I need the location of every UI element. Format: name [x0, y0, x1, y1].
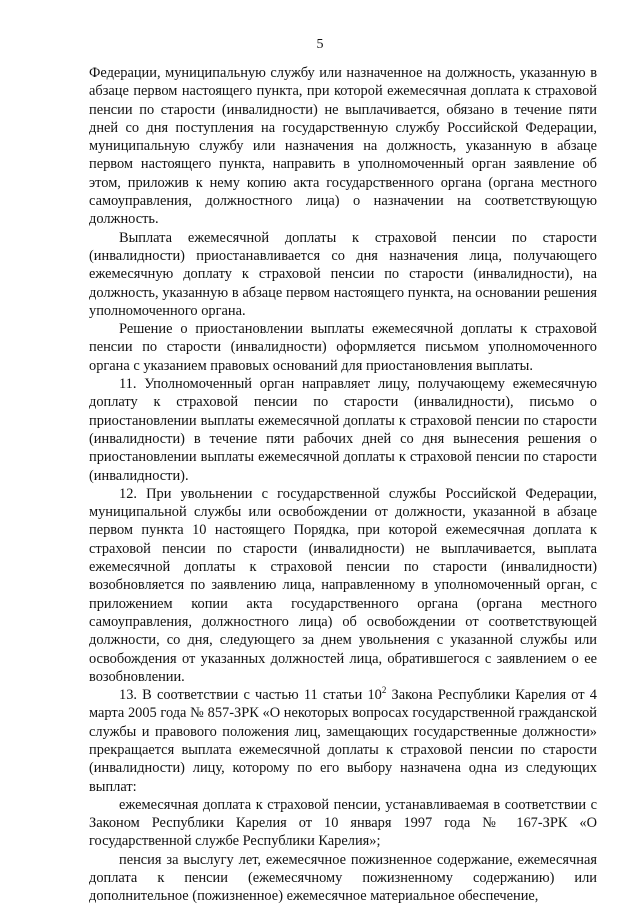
document-body [89, 64, 597, 906]
superscript: 2 [381, 685, 387, 696]
list-item: ежемесячная доплата к страховой пенсии, устанавливаемая в соответствии с Законом Республики Карелия от 10 января 1997 года № 167-ЗРК «О государственной службе Республики Карелия»; [89, 796, 597, 850]
paragraph: Выплата ежемесячной доплаты к страховой пенсии по старости (инвалидности) приостанавливается со дня назначения лица, получающего ежемесячную доплату к страховой пенсии по старости (инвалидности), на должность, указанную в абзаце первом настоящего пункта, на основании решения уполномоченного органа. [89, 229, 597, 319]
list-item: пенсия за выслугу лет, ежемесячное пожизненное содержание, ежемесячная доплата к пенсии (ежемесячному пожизненному содержанию) или дополнительное (пожизненное) ежемесячное материальное обеспечение, [89, 851, 597, 905]
paragraph-item-12: 12. При увольнении с государственной службы Российской Федерации, муниципальной службы или освобождении от должности, указанной в абзаце первом пункта 10 настоящего Порядка, при которой ежемесячная доплата к страховой пенсии по старости (инвалидности) не выплачивается, выплата ежемесячной доплаты к страховой пенсии по старости (инвалидности) возобновляется по заявлению лица, направленному в уполномоченный орган, с приложением копии акта государственного органа (органа местного самоуправления, должностного лица) об освобождении от соответствующей должности, со дня, следующего за днем увольнения с указанной службы или освобождения от указанных должностей лица, обратившегося с заявлением о ее возобновлении. [89, 485, 597, 685]
paragraph-text: 13. В соответствии с частью 11 статьи 10 [119, 687, 382, 704]
paragraph-item-11: 11. Уполномоченный орган направляет лицу, получающему ежемесячную доплату к страховой пенсии по старости (инвалидности), письмо о приостановлении выплаты ежемесячной доплаты к страховой пенсии по старости (инвалидности) в течение пяти рабочих дней со дня вынесения решения о приостановлении выплаты ежемесячной доплаты к страховой пенсии по старости (инвалидности). [89, 376, 597, 484]
paragraph-item-13 [89, 686, 597, 796]
paragraph-text: Закона Республики Карелия от 4 марта 2005 года № 857-ЗРК «О некоторых вопросах государственной гражданской службы и правового положения лиц, замещающих государственные должности» прекращается выплата ежемесячной доплаты к страховой пенсии по старости (инвалидности) лицу, которому по его выбору назначена одна из следующих выплат: [89, 687, 597, 795]
paragraph: Федерации, муниципальную службу или назначенное на должность, указанную в абзаце первом настоящего пункта, при которой ежемесячная доплата к страховой пенсии по старости (инвалидности) не выплачивается, обязано в течение пяти дней со дня поступления на государственную службу Российской Федерации, муниципальную службу или назначения на должность, указанную в абзаце первом настоящего пункта, направить в уполномоченный орган заявление об этом, приложив к нему копию акта государственного органа (органа местного самоуправления, должностного лица) о назначении на соответствующую должность. [89, 65, 597, 228]
paragraph: Решение о приостановлении выплаты ежемесячной доплаты к страховой пенсии по старости (инвалидности) оформляется письмом уполномоченного органа с указанием правовых оснований для приостановления выплаты. [89, 321, 597, 374]
page-number: 5 [316, 37, 324, 52]
